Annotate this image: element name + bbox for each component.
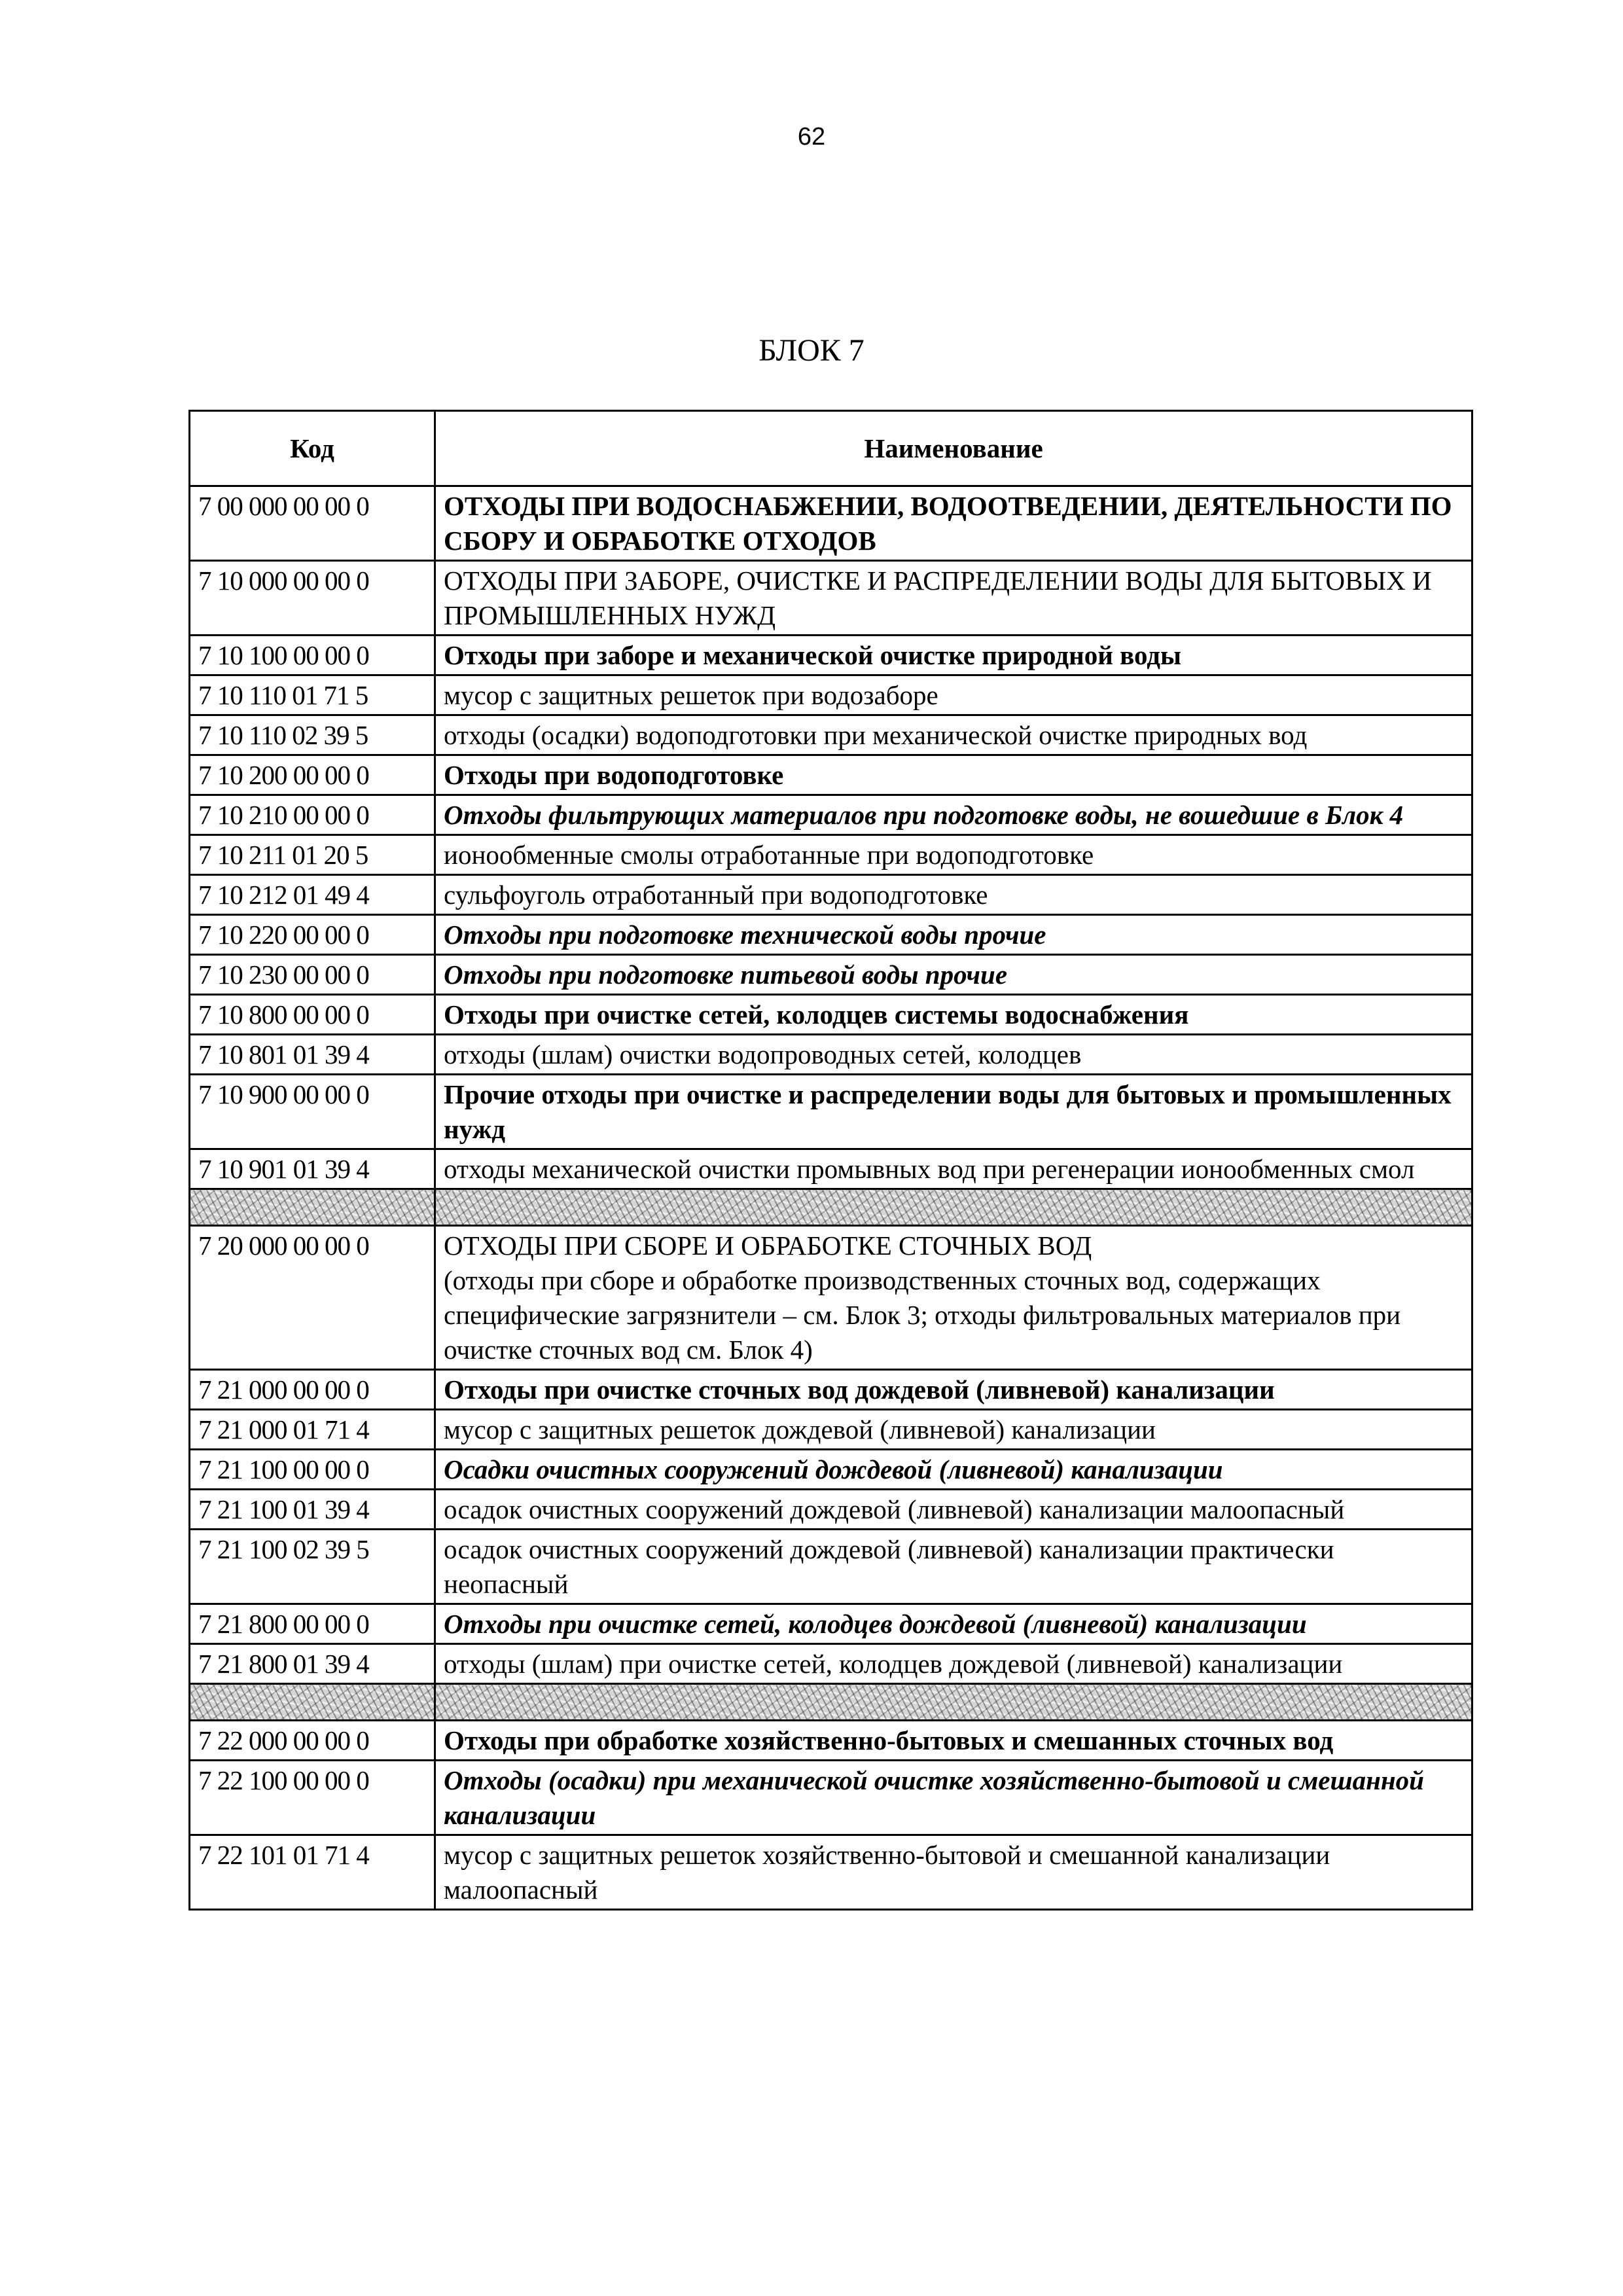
table-row xyxy=(190,1604,1472,1644)
table-row xyxy=(190,795,1472,835)
waste-name: Прочие отходы при очистке и распределении воды для бытовых и промышленных нужд xyxy=(435,1075,1472,1149)
header-code: Код xyxy=(190,411,435,486)
waste-name-cell xyxy=(435,1226,1472,1370)
page-number: 62 xyxy=(797,123,826,151)
waste-name: отходы (осадки) водоподготовки при механической очистке природных вод xyxy=(435,715,1472,755)
waste-name: Отходы при очистке сетей, колодцев дождевой (ливневой) канализации xyxy=(435,1604,1472,1644)
separator-cell xyxy=(190,1684,435,1721)
waste-code: 7 10 212 01 49 4 xyxy=(190,875,435,915)
table-row xyxy=(190,715,1472,755)
separator-cell xyxy=(190,1189,435,1226)
table-row xyxy=(190,1835,1472,1910)
waste-code: 7 10 900 00 00 0 xyxy=(190,1075,435,1149)
table-row xyxy=(190,1410,1472,1450)
table-row xyxy=(190,875,1472,915)
separator-cell xyxy=(435,1189,1472,1226)
waste-name: сульфоуголь отработанный при водоподготовке xyxy=(435,875,1472,915)
table-row xyxy=(190,995,1472,1035)
waste-code: 7 22 100 00 00 0 xyxy=(190,1761,435,1835)
waste-code: 7 10 901 01 39 4 xyxy=(190,1149,435,1189)
waste-code: 7 00 000 00 00 0 xyxy=(190,486,435,561)
table-separator-row xyxy=(190,1189,1472,1226)
table-row xyxy=(190,1721,1472,1761)
waste-name-note: (отходы при сборе и обработке производственных сточных вод, содержащих специфические загрязнители – см. Блок 3; отходы фильтровальных материалов при очистке сточных вод см. Блок 4) xyxy=(444,1265,1401,1365)
waste-name: Отходы при водоподготовке xyxy=(435,755,1472,795)
block-title: БЛОК 7 xyxy=(758,333,865,368)
table-row xyxy=(190,1450,1472,1490)
waste-code: 7 10 211 01 20 5 xyxy=(190,835,435,875)
separator-cell xyxy=(435,1684,1472,1721)
table-row xyxy=(190,1370,1472,1410)
waste-name: Осадки очистных сооружений дождевой (ливневой) канализации xyxy=(435,1450,1472,1490)
table-row xyxy=(190,1644,1472,1684)
table-row xyxy=(190,561,1472,636)
waste-code: 7 21 100 01 39 4 xyxy=(190,1490,435,1530)
table-row xyxy=(190,915,1472,955)
table-row xyxy=(190,955,1472,995)
waste-code: 7 21 800 00 00 0 xyxy=(190,1604,435,1644)
waste-code: 7 10 220 00 00 0 xyxy=(190,915,435,955)
waste-name: Отходы фильтрующих материалов при подготовке воды, не вошедшие в Блок 4 xyxy=(435,795,1472,835)
waste-code: 7 10 110 02 39 5 xyxy=(190,715,435,755)
waste-name: отходы механической очистки промывных вод при регенерации ионообменных смол xyxy=(435,1149,1472,1189)
waste-name: отходы (шлам) очистки водопроводных сетей, колодцев xyxy=(435,1035,1472,1075)
waste-code: 7 10 800 00 00 0 xyxy=(190,995,435,1035)
waste-code: 7 10 210 00 00 0 xyxy=(190,795,435,835)
table-row xyxy=(190,636,1472,675)
table-row xyxy=(190,1490,1472,1530)
table-row xyxy=(190,1149,1472,1189)
waste-name: осадок очистных сооружений дождевой (ливневой) канализации практически неопасный xyxy=(435,1530,1472,1604)
table-row xyxy=(190,1761,1472,1835)
waste-code: 7 22 101 01 71 4 xyxy=(190,1835,435,1910)
table-row xyxy=(190,1075,1472,1149)
waste-code: 7 10 801 01 39 4 xyxy=(190,1035,435,1075)
table-row xyxy=(190,1226,1472,1370)
waste-code: 7 21 000 01 71 4 xyxy=(190,1410,435,1450)
waste-code: 7 10 000 00 00 0 xyxy=(190,561,435,636)
waste-name: Отходы при подготовке питьевой воды прочие xyxy=(435,955,1472,995)
waste-name: Отходы при очистке сточных вод дождевой (ливневой) канализации xyxy=(435,1370,1472,1410)
waste-code: 7 21 800 01 39 4 xyxy=(190,1644,435,1684)
waste-name: Отходы при обработке хозяйственно-бытовых и смешанных сточных вод xyxy=(435,1721,1472,1761)
table-header-row xyxy=(190,411,1472,486)
waste-code: 7 10 110 01 71 5 xyxy=(190,675,435,715)
table-row xyxy=(190,486,1472,561)
waste-code: 7 21 000 00 00 0 xyxy=(190,1370,435,1410)
waste-code: 7 20 000 00 00 0 xyxy=(190,1226,435,1370)
waste-name: мусор с защитных решеток хозяйственно-бытовой и смешанной канализации малоопасный xyxy=(435,1835,1472,1910)
waste-code: 7 22 000 00 00 0 xyxy=(190,1721,435,1761)
table-row xyxy=(190,835,1472,875)
waste-code: 7 10 200 00 00 0 xyxy=(190,755,435,795)
waste-code: 7 10 100 00 00 0 xyxy=(190,636,435,675)
waste-name: мусор с защитных решеток при водозаборе xyxy=(435,675,1472,715)
waste-name: мусор с защитных решеток дождевой (ливневой) канализации xyxy=(435,1410,1472,1450)
waste-name: ОТХОДЫ ПРИ ВОДОСНАБЖЕНИИ, ВОДООТВЕДЕНИИ, ДЕЯТЕЛЬНОСТИ ПО СБОРУ И ОБРАБОТКЕ ОТХОДОВ xyxy=(435,486,1472,561)
waste-name: Отходы (осадки) при механической очистке хозяйственно-бытовой и смешанной канализации xyxy=(435,1761,1472,1835)
waste-name: осадок очистных сооружений дождевой (ливневой) канализации малоопасный xyxy=(435,1490,1472,1530)
waste-code: 7 10 230 00 00 0 xyxy=(190,955,435,995)
waste-name: ионообменные смолы отработанные при водоподготовке xyxy=(435,835,1472,875)
waste-code: 7 21 100 02 39 5 xyxy=(190,1530,435,1604)
waste-classification-table xyxy=(188,410,1473,1910)
table-row xyxy=(190,1035,1472,1075)
table-row xyxy=(190,755,1472,795)
table-row xyxy=(190,1530,1472,1604)
waste-name: отходы (шлам) при очистке сетей, колодцев дождевой (ливневой) канализации xyxy=(435,1644,1472,1684)
header-name: Наименование xyxy=(435,411,1472,486)
table-separator-row xyxy=(190,1684,1472,1721)
waste-name: Отходы при очистке сетей, колодцев системы водоснабжения xyxy=(435,995,1472,1035)
table-body xyxy=(190,486,1472,1910)
waste-name: ОТХОДЫ ПРИ СБОРЕ И ОБРАБОТКЕ СТОЧНЫХ ВОД xyxy=(444,1230,1092,1261)
waste-code: 7 21 100 00 00 0 xyxy=(190,1450,435,1490)
waste-name: Отходы при подготовке технической воды прочие xyxy=(435,915,1472,955)
waste-name: Отходы при заборе и механической очистке природной воды xyxy=(435,636,1472,675)
table-row xyxy=(190,675,1472,715)
waste-name: ОТХОДЫ ПРИ ЗАБОРЕ, ОЧИСТКЕ И РАСПРЕДЕЛЕНИИ ВОДЫ ДЛЯ БЫТОВЫХ И ПРОМЫШЛЕННЫХ НУЖД xyxy=(435,561,1472,636)
